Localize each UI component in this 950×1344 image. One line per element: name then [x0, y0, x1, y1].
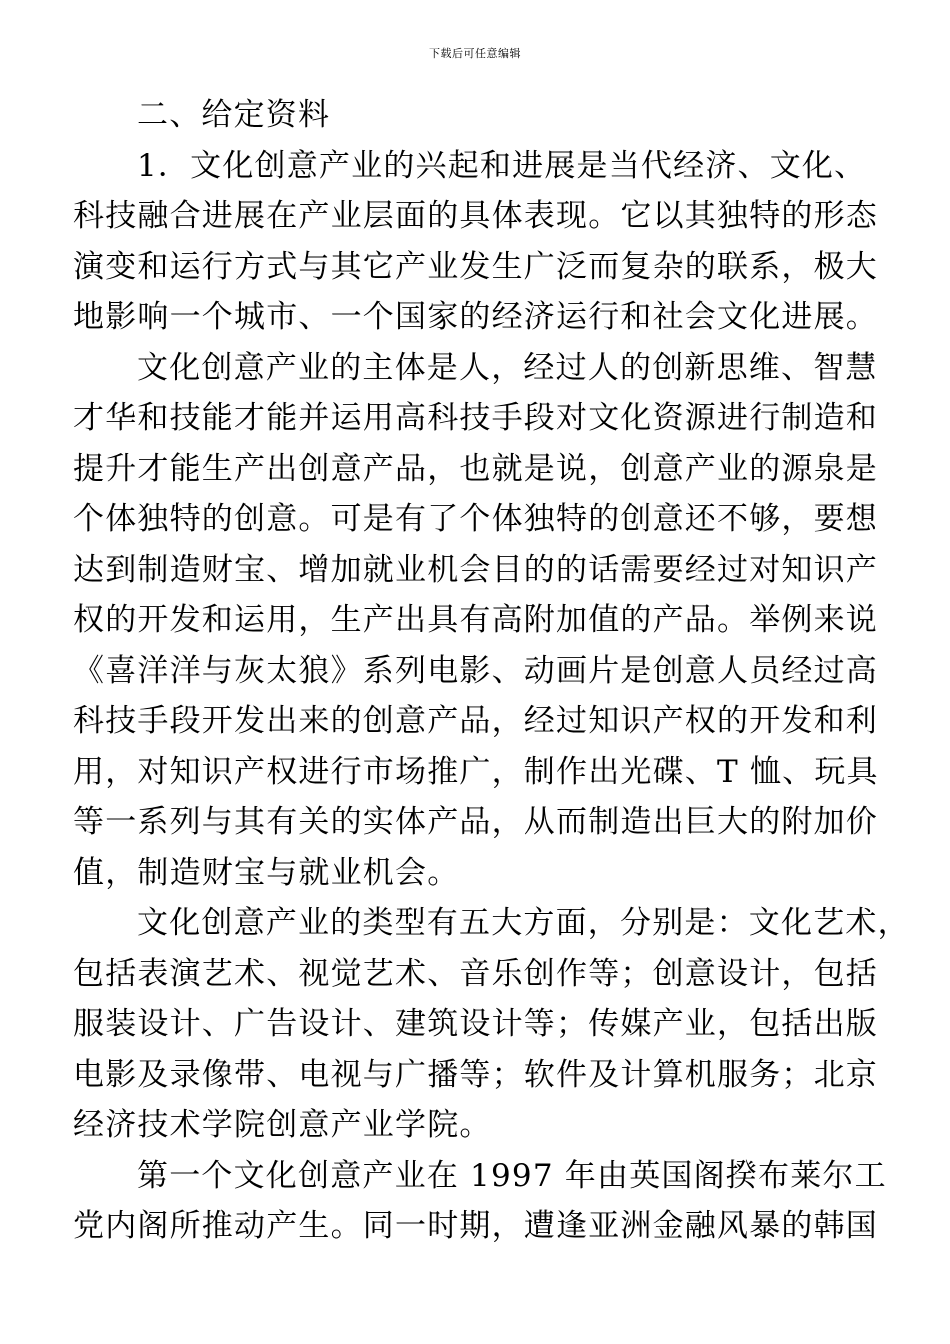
paragraph-line: 《喜洋洋与灰太狼》系列电影、动画片是创意人员经过高: [73, 652, 878, 689]
paragraph-line: 党内阁所推动产生。同一时期，遭逢亚洲金融风暴的韩国: [73, 1208, 878, 1244]
document-body: [73, 90, 910, 1252]
paragraph-line: 用，对知识产权进行市场推广，制作出光碟、T 恤、玩具: [73, 753, 879, 790]
header-note: 下载后可任意编辑: [429, 47, 521, 60]
paragraph-line: 值，制造财宝与就业机会。: [73, 854, 460, 891]
paragraph-line: 包括表演艺术、视觉艺术、音乐创作等；创意设计，包括: [73, 955, 878, 992]
paragraph-line: 地影响一个城市、一个国家的经济运行和社会文化进展。: [73, 299, 878, 335]
paragraph-line: 权的开发和运用，生产出具有高附加值的产品。举例来说: [73, 602, 878, 638]
paragraph-line: 电影及录像带、电视与广播等；软件及计算机服务；北京: [73, 1056, 878, 1093]
paragraph-line: 提升才能生产出创意产品，也就是说，创意产业的源泉是: [73, 450, 878, 487]
paragraph-line: 文化创意产业的主体是人，经过人的创新思维、智慧: [137, 349, 878, 386]
paragraph-line: 科技融合进展在产业层面的具体表现。它以其独特的形态: [73, 198, 878, 234]
paragraph-line: 1．文化创意产业的兴起和进展是当代经济、文化、: [137, 147, 867, 184]
section-heading: 二、给定资料: [137, 97, 331, 133]
paragraph-line: 服装设计、广告设计、建筑设计等；传媒产业，包括出版: [73, 1006, 878, 1042]
paragraph-line: 才华和技能才能并运用高科技手段对文化资源进行制造和: [73, 400, 878, 436]
paragraph-line: 等一系列与其有关的实体产品，从而制造出巨大的附加价: [73, 804, 878, 840]
paragraph-line: 演变和运行方式与其它产业发生广泛而复杂的联系，极大: [73, 248, 878, 285]
paragraph-line: 个体独特的创意。可是有了个体独特的创意还不够，要想: [73, 501, 878, 537]
paragraph-line: 达到制造财宝、增加就业机会目的的话需要经过对知识产: [73, 551, 878, 588]
paragraph-line: 文化创意产业的类型有五大方面，分别是：文化艺术，: [137, 905, 910, 941]
paragraph-line: 经济技术学院创意产业学院。: [73, 1107, 492, 1143]
paragraph-line: 第一个文化创意产业在 1997 年由英国阁揆布莱尔工: [137, 1157, 887, 1194]
paragraph-line: 科技手段开发出来的创意产品，经过知识产权的开发和利: [73, 703, 878, 739]
